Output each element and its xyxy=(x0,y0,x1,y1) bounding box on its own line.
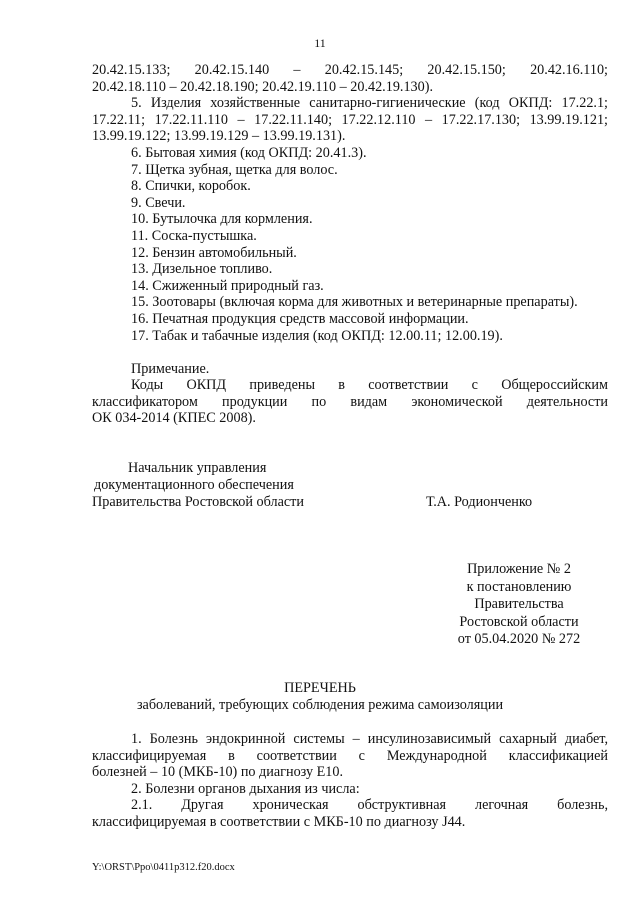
note-text: Коды ОКПД приведены в соответствии с Общероссийским xyxy=(131,377,608,394)
text-line: классифицируемая в соответствии с Международной классификацией xyxy=(92,747,608,764)
disease-list xyxy=(92,731,608,831)
file-path-footer: Y:\ORST\Ppo\0411p312.f20.docx xyxy=(92,862,235,873)
list-item: 15. Зоотовары (включая корма для животных и ветеринарные препараты). xyxy=(131,294,578,311)
appendix-line: от 05.04.2020 № 272 xyxy=(457,631,581,648)
list-item: 2.1. Другая хроническая обструктивная легочная болезнь, xyxy=(131,797,608,814)
signatory-title-line: Начальник управления xyxy=(128,460,267,476)
text-line: болезней – 10 (МКБ-10) по диагнозу E10. xyxy=(92,764,344,781)
appendix-line: Приложение № 2 xyxy=(467,561,571,577)
list-item: 8. Спички, коробок. xyxy=(131,178,251,195)
list-subtitle: заболеваний, требующих соблюдения режима самоизоляции xyxy=(136,697,504,713)
signatory-title-line: документационного обеспечения xyxy=(94,477,294,493)
list-item: 2. Болезни органов дыхания из числа: xyxy=(131,780,360,797)
appendix-line: Правительства xyxy=(474,596,564,613)
text-line: 20.42.15.133; 20.42.15.140 – 20.42.15.145; 20.42.15.150; 20.42.16.110; xyxy=(92,62,608,78)
list-item: 12. Бензин автомобильный. xyxy=(131,244,297,261)
note-text: ОК 034-2014 (КПЕС 2008). xyxy=(92,410,256,427)
goods-list-continued xyxy=(92,62,608,427)
list-item: 7. Щетка зубная, щетка для волос. xyxy=(131,161,338,178)
text-line: 17.22.11; 17.22.11.110 – 17.22.11.140; 17.22.12.110 – 17.22.17.130; 13.99.19.121; xyxy=(92,111,608,128)
list-item: 6. Бытовая химия (код ОКПД: 20.41.3). xyxy=(131,144,367,161)
list-item: 13. Дизельное топливо. xyxy=(131,261,273,278)
list-item: 1. Болезнь эндокринной системы – инсулинозависимый сахарный диабет, xyxy=(131,731,608,747)
appendix-line: Ростовской области xyxy=(459,613,579,630)
list-item: 16. Печатная продукция средств массовой информации. xyxy=(131,310,469,327)
note-text: классификатором продукции по видам экономической деятельности xyxy=(92,393,608,410)
signatory-title xyxy=(92,460,304,511)
page-number: 11 xyxy=(314,36,326,50)
list-item: 14. Сжиженный природный газ. xyxy=(131,277,324,294)
text-line: классифицируемая в соответствии с МКБ-10 по диагнозу J44. xyxy=(92,813,466,830)
list-title: ПЕРЕЧЕНЬ xyxy=(284,680,356,696)
appendix-header xyxy=(436,561,602,649)
signatory-title-line: Правительства Ростовской области xyxy=(92,494,304,510)
list-item: 5. Изделия хозяйственные санитарно-гигиенические (код ОКПД: 17.22.1; xyxy=(131,95,608,112)
list-item: 11. Соска-пустышка. xyxy=(131,227,257,244)
list-item: 9. Свечи. xyxy=(131,194,186,211)
appendix-line: к постановлению xyxy=(466,578,572,595)
signatory-name: Т.А. Родионченко xyxy=(426,494,533,510)
note-heading: Примечание. xyxy=(131,360,210,377)
text-line: 13.99.19.122; 13.99.19.129 – 13.99.19.131). xyxy=(92,128,346,145)
text-line: 20.42.18.110 – 20.42.18.190; 20.42.19.110 – 20.42.19.130). xyxy=(92,78,434,95)
list-item: 10. Бутылочка для кормления. xyxy=(131,211,313,228)
list-item: 17. Табак и табачные изделия (код ОКПД: 12.00.11; 12.00.19). xyxy=(131,327,503,344)
